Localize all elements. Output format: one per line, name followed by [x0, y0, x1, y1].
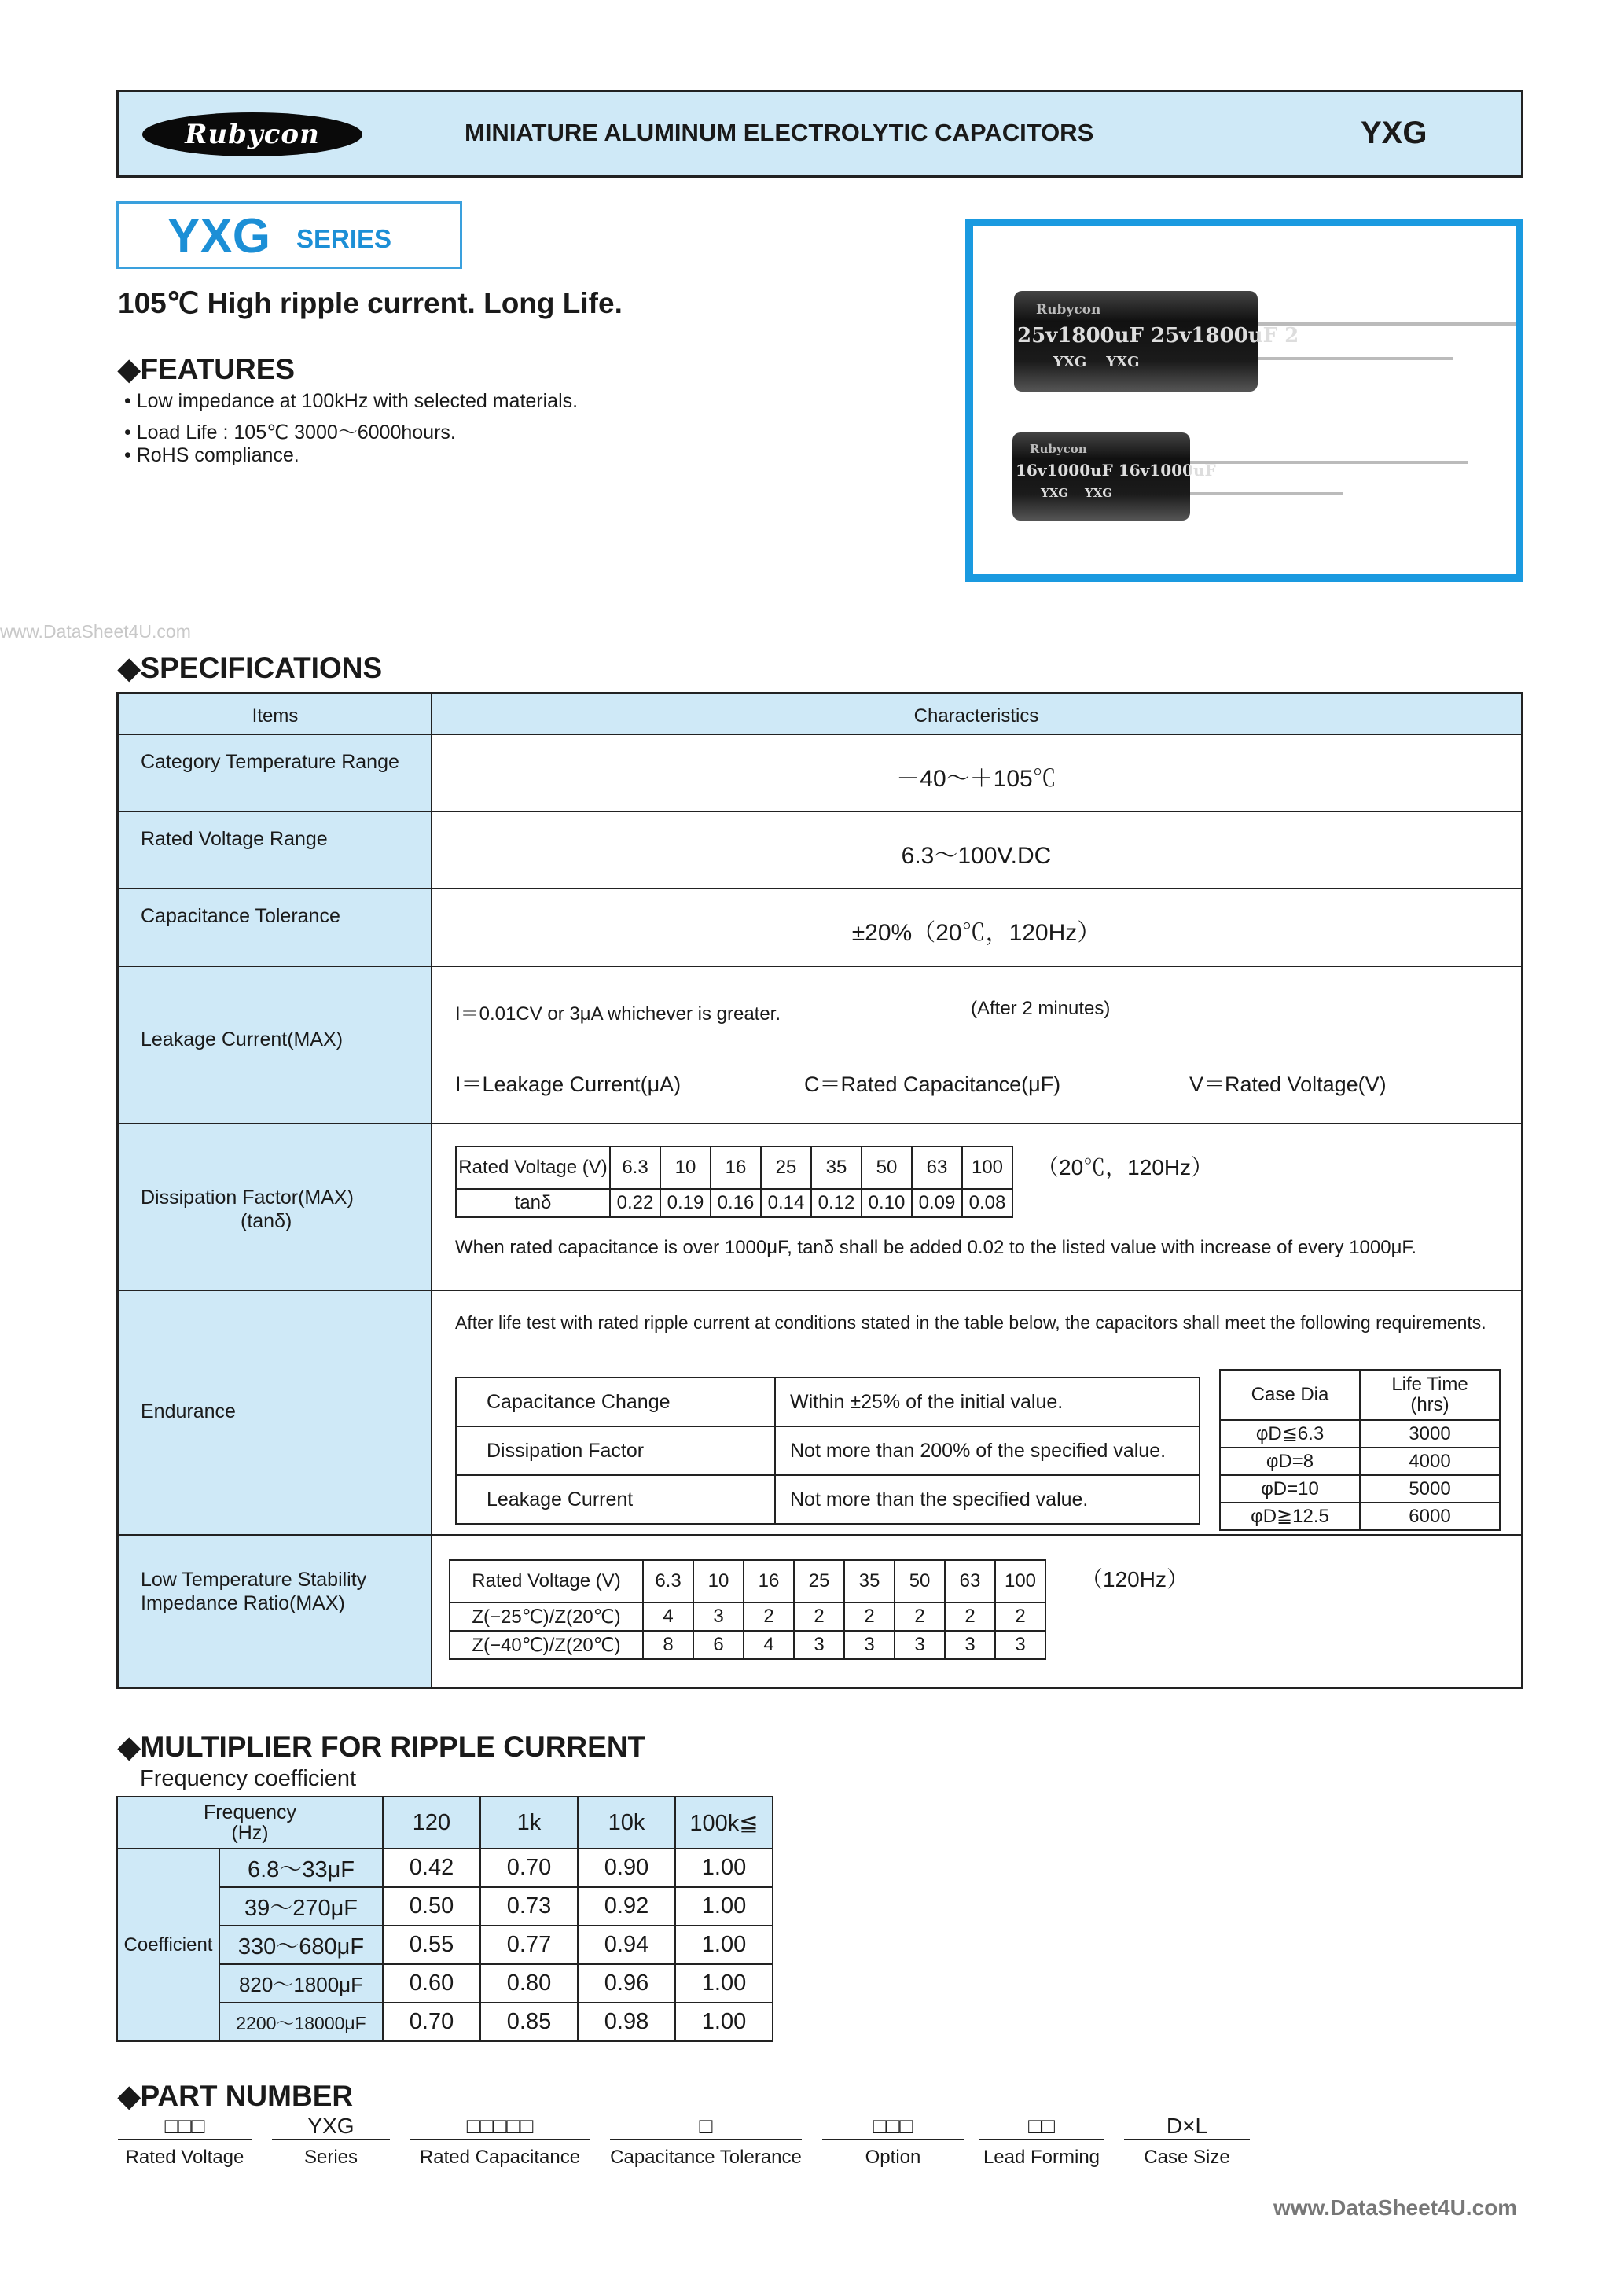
capacitor-brand: Rubycon — [1036, 302, 1101, 318]
item-impedance-ratio: Impedance Ratio(MAX) — [141, 1592, 345, 1614]
divider — [119, 1290, 1521, 1291]
frequency-label: Frequency — [203, 1801, 297, 1823]
capacitor-lead — [1185, 492, 1343, 495]
impedance-cell: 2 — [794, 1602, 844, 1631]
item-low-temperature: Low Temperature Stability — [141, 1569, 367, 1591]
requirement-criterion: Within ±25% of the initial value. — [775, 1378, 1200, 1426]
dissipation-header-label: Rated Voltage (V) — [456, 1146, 610, 1189]
frequency-cell: 100k≦ — [675, 1797, 773, 1849]
frequency-header — [117, 1797, 383, 1849]
coefficient-cell: 0.77 — [480, 1926, 578, 1964]
part-field-code: □□ — [979, 2114, 1104, 2140]
coefficient-cell: 0.90 — [578, 1849, 675, 1887]
value-category-temperature: －40～＋105℃ — [896, 766, 1056, 792]
divider — [119, 734, 1521, 735]
voltage-cell: 35 — [811, 1146, 862, 1189]
capacitor-lead — [1185, 461, 1468, 464]
capacitance-range: 330～680μF — [219, 1926, 383, 1964]
part-field-label: Case Size — [1144, 2147, 1230, 2168]
tan-cell: 0.08 — [962, 1189, 1012, 1217]
impedance-cell: 2 — [844, 1602, 895, 1631]
requirement-item: Dissipation Factor — [456, 1426, 775, 1475]
voltage-cell: 100 — [995, 1560, 1045, 1602]
part-field-code: □ — [610, 2114, 802, 2140]
item-rated-voltage: Rated Voltage Range — [141, 828, 328, 850]
coefficient-cell: 0.55 — [383, 1926, 480, 1964]
voltage-cell: 50 — [862, 1146, 912, 1189]
leakage-def-c: C＝Rated Capacitance(μF) — [804, 1073, 1061, 1096]
coefficient-cell: 0.94 — [578, 1926, 675, 1964]
tan-cell: 0.16 — [711, 1189, 761, 1217]
impedance-cell: 3 — [995, 1631, 1045, 1659]
coefficient-cell: 0.96 — [578, 1964, 675, 2003]
life-header-time-label: Life Time — [1391, 1374, 1468, 1395]
coefficient-cell: 1.00 — [675, 2003, 773, 2041]
capacitor-marking: 25v1800uF 25v1800uF 2 — [1017, 324, 1299, 348]
tan-cell: 0.10 — [862, 1189, 912, 1217]
coefficient-cell: 0.42 — [383, 1849, 480, 1887]
voltage-cell: 25 — [761, 1146, 811, 1189]
voltage-cell: 63 — [945, 1560, 995, 1602]
tan-cell: 0.09 — [912, 1189, 962, 1217]
tan-cell: 0.12 — [811, 1189, 862, 1217]
series-box — [116, 201, 462, 269]
coefficient-cell: 0.70 — [383, 2003, 480, 2041]
low-temp-header-label: Rated Voltage (V) — [450, 1560, 643, 1602]
tan-row-label: tanδ — [456, 1189, 610, 1217]
watermark: www.DataSheet4U.com — [1273, 2195, 1518, 2220]
multiplier-subheading: Frequency coefficient — [140, 1766, 357, 1791]
capacitor-small — [1012, 432, 1216, 521]
impedance-cell: 4 — [643, 1602, 693, 1631]
leakage-def-v: V＝Rated Voltage(V) — [1189, 1073, 1387, 1096]
life-case: φD=8 — [1220, 1448, 1360, 1475]
series-word: SERIES — [296, 224, 392, 253]
voltage-cell: 50 — [895, 1560, 945, 1602]
impedance-cell: 3 — [945, 1631, 995, 1659]
low-temp-condition: （120Hz） — [1081, 1567, 1189, 1591]
frequency-cell: 10k — [578, 1797, 675, 1849]
impedance-row-label: Z(−40℃)/Z(20℃) — [450, 1631, 643, 1659]
impedance-cell: 3 — [794, 1631, 844, 1659]
life-header-time — [1360, 1370, 1500, 1420]
feature-item: • Low impedance at 100kHz with selected materials. — [124, 390, 579, 412]
frequency-cell: 1k — [480, 1797, 578, 1849]
rubycon-logo: Rubycon — [142, 112, 362, 156]
part-field-code: □□□ — [822, 2114, 964, 2140]
items-header: Items — [252, 705, 299, 727]
life-hours: 3000 — [1360, 1420, 1500, 1448]
impedance-cell: 3 — [844, 1631, 895, 1659]
part-number-heading: ◆PART NUMBER — [118, 2080, 354, 2112]
coefficient-cell: 0.98 — [578, 2003, 675, 2041]
capacitor-series-marking: YXG YXG — [1053, 354, 1140, 370]
divider — [119, 811, 1521, 812]
endurance-intro: After life test with rated ripple current at conditions stated in the table below, the capacitors shall meet the following requirements. — [455, 1312, 1486, 1333]
part-field-code: □□□ — [118, 2114, 252, 2140]
part-field-label: Lead Forming — [983, 2147, 1100, 2168]
part-field-code: □□□□□ — [410, 2114, 590, 2140]
part-field-code: YXG — [272, 2114, 390, 2140]
life-case: φD≦6.3 — [1220, 1420, 1360, 1448]
coefficient-cell: 1.00 — [675, 1849, 773, 1887]
impedance-cell: 2 — [744, 1602, 794, 1631]
impedance-row-label: Z(−25℃)/Z(20℃) — [450, 1602, 643, 1631]
coefficient-cell: 0.85 — [480, 2003, 578, 2041]
item-capacitance-tolerance: Capacitance Tolerance — [141, 905, 340, 927]
requirement-criterion: Not more than the specified value. — [775, 1475, 1200, 1524]
item-endurance: Endurance — [141, 1400, 236, 1422]
multiplier-table — [116, 1796, 773, 2042]
life-hours: 6000 — [1360, 1503, 1500, 1530]
item-leakage-current: Leakage Current(MAX) — [141, 1028, 344, 1050]
coefficient-cell: 1.00 — [675, 1926, 773, 1964]
life-case: φD≧12.5 — [1220, 1503, 1360, 1530]
part-field-label: Rated Capacitance — [419, 2147, 581, 2168]
series-name: YXG — [167, 209, 270, 263]
impedance-cell: 4 — [744, 1631, 794, 1659]
voltage-cell: 16 — [711, 1146, 761, 1189]
voltage-cell: 100 — [962, 1146, 1012, 1189]
capacitor-lead — [1256, 357, 1453, 360]
coefficient-cell: 1.00 — [675, 1964, 773, 2003]
voltage-cell: 10 — [660, 1146, 711, 1189]
part-field-label: Rated Voltage — [125, 2147, 244, 2168]
capacitor-large — [1014, 291, 1299, 392]
impedance-cell: 3 — [895, 1631, 945, 1659]
capacitance-range: 39～270μF — [219, 1887, 383, 1926]
divider — [119, 1534, 1521, 1536]
watermark: www.DataSheet4U.com — [0, 621, 191, 642]
product-photo — [965, 219, 1523, 582]
requirement-item: Leakage Current — [456, 1475, 775, 1524]
specifications-heading: ◆SPECIFICATIONS — [118, 652, 383, 684]
part-field-label: Option — [865, 2147, 921, 2168]
endurance-requirements-table — [455, 1377, 1200, 1525]
divider — [119, 966, 1521, 967]
value-capacitance-tolerance: ±20%（20℃，120Hz） — [851, 920, 1101, 946]
frequency-cell: 120 — [383, 1797, 480, 1849]
voltage-cell: 16 — [744, 1560, 794, 1602]
impedance-cell: 3 — [693, 1602, 744, 1631]
requirement-item: Capacitance Change — [456, 1378, 775, 1426]
divider — [119, 888, 1521, 889]
multiplier-heading: ◆MULTIPLIER FOR RIPPLE CURRENT — [118, 1731, 646, 1763]
part-field-label: Series — [303, 2147, 358, 2168]
voltage-cell: 35 — [844, 1560, 895, 1602]
divider — [119, 1123, 1521, 1124]
header-series-code: YXG — [1361, 116, 1427, 150]
part-field-code: D×L — [1124, 2114, 1250, 2140]
item-category-temperature: Category Temperature Range — [141, 751, 399, 773]
coefficient-cell: 0.60 — [383, 1964, 480, 2003]
capacitance-range: 820～1800μF — [219, 1964, 383, 2003]
page-header — [116, 90, 1523, 178]
capacitance-range: 6.8～33μF — [219, 1849, 383, 1887]
impedance-cell: 2 — [995, 1602, 1045, 1631]
value-rated-voltage: 6.3～100V.DC — [901, 843, 1052, 869]
coefficient-cell: 0.70 — [480, 1849, 578, 1887]
leakage-formula: I＝0.01CV or 3μA whichever is greater. — [455, 1003, 781, 1025]
coefficient-label: Coefficient — [117, 1849, 219, 2041]
capacitor-series-marking: YXG YXG — [1041, 486, 1113, 500]
voltage-cell: 6.3 — [643, 1560, 693, 1602]
capacitance-range: 2200～18000μF — [219, 2003, 383, 2041]
life-header-time-unit: (hrs) — [1410, 1394, 1449, 1415]
tan-cell: 0.14 — [761, 1189, 811, 1217]
specifications-table — [116, 692, 1523, 1689]
life-hours: 5000 — [1360, 1475, 1500, 1503]
voltage-cell: 10 — [693, 1560, 744, 1602]
life-header-case: Case Dia — [1220, 1370, 1360, 1420]
life-case: φD=10 — [1220, 1475, 1360, 1503]
impedance-cell: 2 — [945, 1602, 995, 1631]
item-dissipation-tan: (tanδ) — [241, 1210, 292, 1232]
tan-cell: 0.22 — [610, 1189, 660, 1217]
leakage-after: (After 2 minutes) — [971, 998, 1111, 1019]
tagline: 105℃ High ripple current. Long Life. — [118, 287, 623, 319]
coefficient-cell: 0.92 — [578, 1887, 675, 1926]
voltage-cell: 63 — [912, 1146, 962, 1189]
impedance-cell: 2 — [895, 1602, 945, 1631]
tan-cell: 0.19 — [660, 1189, 711, 1217]
life-time-table — [1219, 1369, 1501, 1531]
leakage-def-i: I＝Leakage Current(μA) — [455, 1073, 682, 1096]
requirement-criterion: Not more than 200% of the specified value. — [775, 1426, 1200, 1475]
coefficient-cell: 0.73 — [480, 1887, 578, 1926]
item-dissipation-factor: Dissipation Factor(MAX) — [141, 1187, 354, 1209]
voltage-cell: 25 — [794, 1560, 844, 1602]
low-temperature-table — [449, 1559, 1046, 1660]
feature-item: • Load Life : 105℃ 3000～6000hours. — [124, 421, 456, 443]
capacitor-brand: Rubycon — [1030, 442, 1087, 456]
capacitor-marking: 16v1000uF 16v1000uF — [1016, 461, 1216, 480]
coefficient-cell: 0.50 — [383, 1887, 480, 1926]
part-field-label: Capacitance Tolerance — [610, 2147, 802, 2168]
impedance-cell: 6 — [693, 1631, 744, 1659]
characteristics-header: Characteristics — [913, 705, 1039, 727]
coefficient-cell: 1.00 — [675, 1887, 773, 1926]
features-heading: ◆FEATURES — [118, 353, 296, 385]
dissipation-note: When rated capacitance is over 1000μF, tanδ shall be added 0.02 to the listed value with increase of every 1000μF. — [455, 1237, 1417, 1258]
frequency-unit: (Hz) — [231, 1822, 269, 1844]
header-title: MINIATURE ALUMINUM ELECTROLYTIC CAPACITORS — [465, 119, 1094, 146]
dissipation-table — [455, 1146, 1013, 1218]
voltage-cell: 6.3 — [610, 1146, 660, 1189]
coefficient-cell: 0.80 — [480, 1964, 578, 2003]
life-hours: 4000 — [1360, 1448, 1500, 1475]
dissipation-condition: （20℃，120Hz） — [1037, 1155, 1214, 1179]
impedance-cell: 8 — [643, 1631, 693, 1659]
feature-item: • RoHS compliance. — [124, 444, 299, 466]
